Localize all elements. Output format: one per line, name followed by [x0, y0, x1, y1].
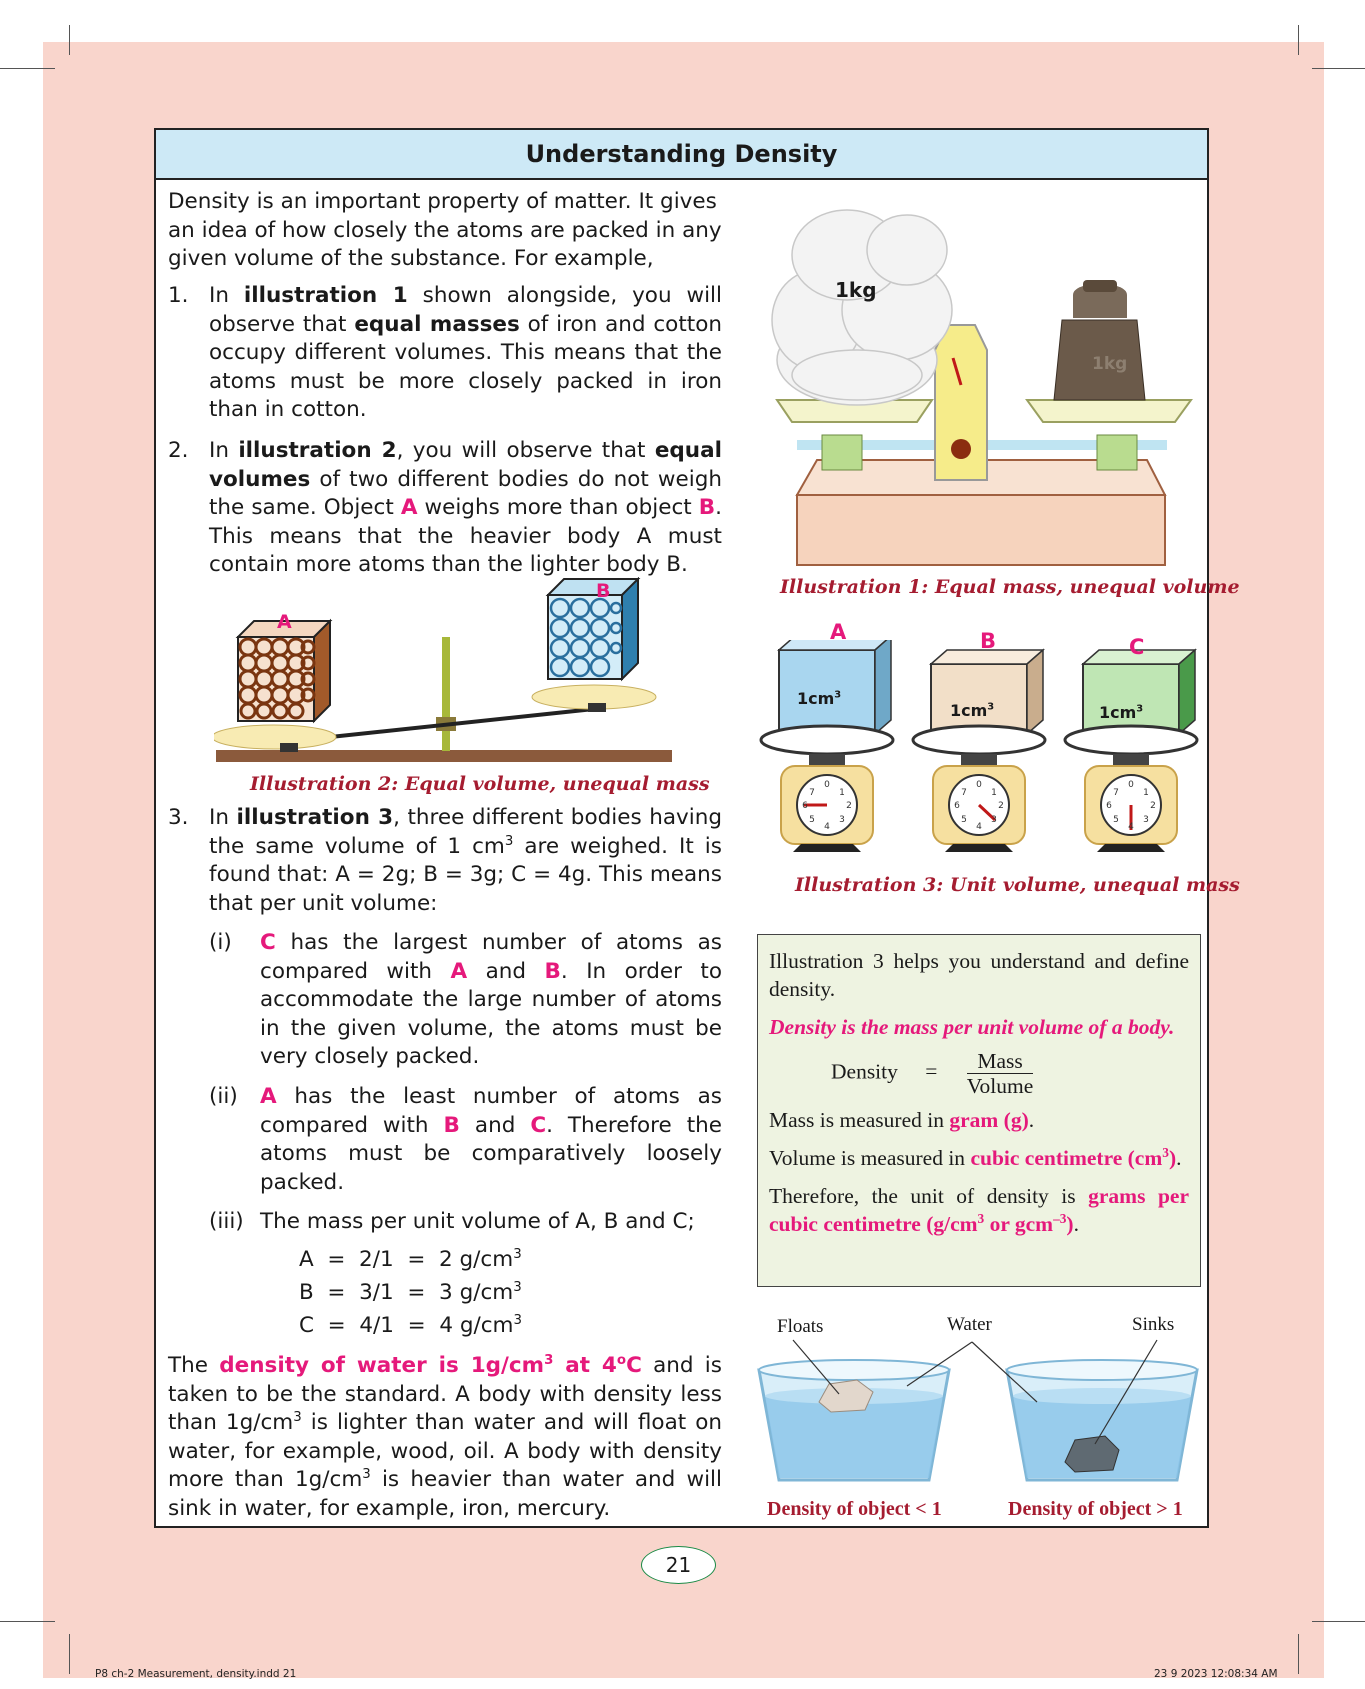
density-definition-box [757, 934, 1201, 1287]
dial-number: 7 [961, 788, 967, 798]
definition-intro: Illustration 3 helps you understand and define density. [769, 949, 1189, 1001]
scale-base [797, 495, 1165, 565]
text: , you will observe that [396, 438, 646, 463]
text: equal volumes [209, 438, 722, 492]
text: C [626, 1353, 642, 1378]
text: 1cm [1099, 703, 1137, 722]
text: . In order to accommodate the large number of atoms in the given volume, the atoms must be very closely packed. [260, 958, 722, 1069]
cube-volume-a [797, 689, 841, 708]
footer-timestamp: 23 9 2023 12:08:34 AM [1154, 1668, 1278, 1680]
cube-b-cotton [548, 579, 638, 679]
page-title: Understanding Density [156, 130, 1207, 180]
label-c: C [260, 930, 276, 955]
bowl-floats [759, 1360, 949, 1480]
crop-mark [1312, 68, 1365, 69]
cube-volume-c [1099, 703, 1143, 722]
dial-number: 0 [824, 780, 830, 790]
item-3 [209, 804, 722, 918]
cube-volume-b [950, 701, 994, 720]
text: 1cm [797, 689, 835, 708]
crop-mark [1298, 1634, 1299, 1674]
text: is lighter than water and will float on water, for example, wood, oil. A body with density more than 1g/cm [168, 1410, 723, 1492]
dial-number: 0 [976, 780, 982, 790]
dial-number: 5 [961, 815, 967, 825]
text: ) [1066, 1212, 1074, 1236]
label-water: Water [947, 1314, 992, 1335]
dial-number: 4 [1128, 822, 1134, 832]
item-2 [209, 437, 722, 580]
dial-number: 2 [846, 801, 852, 811]
text: has the least number of atoms as compared with [260, 1084, 722, 1138]
equation-c [299, 1312, 522, 1341]
dial-number: 4 [976, 822, 982, 832]
water-density-highlight [219, 1353, 642, 1378]
formula-lhs: Density [831, 1059, 898, 1084]
sub-number: (i) [209, 930, 232, 955]
sub-item-i [260, 929, 722, 1072]
cube-label-a: A [830, 620, 847, 644]
sub-number: (ii) [209, 1084, 238, 1109]
text: is heavier than water and will sink in water, for example, iron, mercury. [168, 1467, 722, 1521]
illustration-2-caption: Illustration 2: Equal volume, unequal mass [250, 773, 710, 795]
formula-numerator: Mass [967, 1049, 1034, 1074]
superscript: 3 [293, 1409, 302, 1425]
formula-fraction [967, 1049, 1034, 1098]
text: . Therefore the atoms must be comparatively loosely packed. [260, 1112, 723, 1195]
text: C = 4/1 = 4 g/cm [299, 1313, 514, 1338]
text: are weighed. It is found that: A = 2g; B = 3g; C = 4g. This means that per unit volume: [209, 833, 722, 916]
text: weighs more than object [424, 495, 692, 520]
sub-item-ii [260, 1083, 722, 1197]
illustration-3-scales [757, 640, 1201, 865]
caption-sinks: Density of object > 1 [1008, 1498, 1183, 1520]
text: In [209, 805, 229, 830]
illus2-label-b: B [596, 580, 611, 602]
scale-knob [951, 439, 971, 459]
text: A = 2/1 = 2 g/cm [299, 1247, 514, 1272]
text: , three different bodies having the same volume of 1 cm [209, 805, 722, 859]
text: or gcm [984, 1212, 1054, 1236]
density-unit-line [769, 1182, 1189, 1238]
superscript: 3 [513, 1279, 522, 1295]
text: and is taken to be the standard. A body with density less than 1g/cm [168, 1353, 722, 1435]
text: . [1176, 1146, 1182, 1170]
dial-number: 1 [839, 788, 845, 798]
dial-number: 4 [824, 822, 830, 832]
illustration-1-scale [757, 200, 1201, 575]
text: illustration 1 [243, 283, 408, 308]
superscript: 3 [513, 1312, 522, 1328]
superscript: 3 [987, 701, 995, 713]
superscript: 3 [362, 1466, 371, 1482]
equation-b [299, 1279, 522, 1308]
water-density-paragraph [168, 1352, 722, 1523]
dial-number: 5 [809, 815, 815, 825]
text: Mass is measured in [769, 1108, 944, 1132]
item-1 [209, 282, 722, 425]
superscript: 3 [1136, 703, 1144, 715]
label-b: B [544, 958, 561, 984]
footer-file-info: P8 ch-2 Measurement, density.indd 21 [95, 1668, 297, 1680]
text: grams per cubic centimetre (g/cm [769, 1184, 1189, 1236]
illustration-3-caption: Illustration 3: Unit volume, unequal mass [795, 874, 1240, 896]
mass-unit-line [769, 1106, 1189, 1134]
formula-denominator: Volume [966, 1074, 1034, 1098]
sub-number: (iii) [209, 1209, 244, 1234]
density-formula [831, 1049, 1189, 1098]
caption-floats: Density of object < 1 [767, 1498, 942, 1520]
text: of two different bodies do not weigh the same. Object [209, 466, 722, 520]
text: . [1073, 1212, 1079, 1236]
weight-mass-label: 1kg [1092, 354, 1128, 374]
cube-label-c: C [1129, 635, 1145, 659]
label-a: A [400, 495, 418, 520]
unit-highlight: gram (g) [949, 1108, 1029, 1132]
dial-number: 5 [1113, 815, 1119, 825]
superscript: 3 [1162, 1144, 1169, 1160]
superscript: 3 [504, 833, 514, 849]
pan-left [214, 725, 336, 749]
balance-pole [442, 637, 450, 751]
label-floats: Floats [777, 1316, 824, 1337]
dial-number: 1 [1143, 788, 1149, 798]
unit-highlight [970, 1146, 1176, 1170]
text: . [1028, 1108, 1035, 1132]
cotton-pile [772, 210, 952, 405]
cotton-mass-label: 1kg [835, 278, 877, 302]
superscript: 3 [513, 1246, 522, 1262]
pan-right [1027, 400, 1191, 422]
text: B = 3/1 = 3 g/cm [299, 1280, 514, 1305]
text: . This means that the heavier body A must contain more atoms than the lighter body B. [209, 495, 722, 577]
density-definition: Density is the mass per unit volume of a body. [769, 1015, 1175, 1039]
cube-label-b: B [980, 629, 997, 653]
text: shown alongside, you will observe that [209, 283, 722, 337]
text: and [474, 1112, 516, 1138]
text: has the largest number of atoms as compared with [260, 930, 722, 984]
crop-mark [0, 68, 55, 69]
label-b: B [443, 1112, 460, 1138]
page-number: 21 [641, 1546, 716, 1584]
superscript: 3 [544, 1352, 554, 1368]
illustration-2-balance [214, 577, 674, 772]
text: and [485, 958, 527, 984]
crop-mark [0, 1621, 55, 1622]
dial-number: 3 [1143, 815, 1149, 825]
text: illustration 3 [236, 805, 394, 830]
item-number: 1. [168, 283, 189, 308]
text: of iron and cotton occupy different volumes. This means that the atoms must be more closely packed in iron than in cotton. [209, 311, 722, 422]
volume-unit-line [769, 1144, 1189, 1172]
text: In [209, 283, 229, 308]
label-b: B [698, 495, 716, 520]
dial-number: 6 [802, 801, 808, 811]
dial-number: 3 [991, 815, 997, 825]
superscript: o [616, 1352, 627, 1368]
dial-number: 1 [991, 788, 997, 798]
pan-left-foot [280, 743, 298, 752]
dial-number: 6 [954, 801, 960, 811]
dial-number: 2 [998, 801, 1004, 811]
text: equal masses [354, 311, 520, 337]
text: Therefore, the unit of density is [769, 1184, 1076, 1208]
crop-mark [69, 1634, 70, 1674]
scale-left-support [822, 435, 862, 470]
dial-number: 7 [809, 788, 815, 798]
equation-a [299, 1246, 522, 1275]
text: 1cm [950, 701, 988, 720]
text: cubic centimetre (cm [970, 1146, 1163, 1170]
dial-number: 3 [839, 815, 845, 825]
illustration-1-caption: Illustration 1: Equal mass, unequal volume [780, 576, 1240, 598]
text: In [209, 438, 229, 463]
text: The [168, 1353, 208, 1378]
superscript: –3 [1053, 1210, 1067, 1226]
text: ) [1168, 1146, 1177, 1170]
dial-number: 6 [1106, 801, 1112, 811]
dial-number: 2 [1150, 801, 1156, 811]
label-sinks: Sinks [1132, 1314, 1175, 1335]
dial-number: 7 [1113, 788, 1119, 798]
superscript: 3 [834, 689, 842, 701]
float-sink-bowls [757, 1312, 1201, 1504]
crop-mark [1298, 25, 1299, 55]
superscript: 3 [977, 1210, 985, 1226]
text: density of water is 1g/cm [219, 1353, 545, 1378]
scale-right-support [1097, 435, 1137, 470]
formula-equals: = [925, 1059, 938, 1084]
weight-knob [1083, 280, 1117, 292]
item-number: 2. [168, 438, 189, 463]
cube-a-iron [238, 621, 330, 721]
crop-mark [1312, 1621, 1365, 1622]
scale-a [761, 640, 893, 852]
dial-number: 0 [1128, 780, 1134, 790]
text: illustration 2 [238, 438, 397, 463]
label-c: C [530, 1112, 547, 1138]
intro-paragraph [168, 188, 722, 274]
crop-mark [69, 25, 70, 55]
label-a: A [260, 1084, 277, 1109]
bowl-sinks [1007, 1360, 1197, 1480]
text: Volume is measured in [769, 1146, 966, 1170]
illus2-label-a: A [277, 611, 292, 633]
label-a: A [450, 958, 468, 984]
intro-text: Density is an important property of matter. It gives an idea of how closely the atoms are packed in any given volume of the substance. For example, [168, 189, 722, 271]
text: at 4 [553, 1353, 617, 1378]
item-number: 3. [168, 805, 189, 830]
pan-right-foot [588, 703, 606, 712]
sub-item-iii: The mass per unit volume of A, B and C; [260, 1209, 695, 1234]
